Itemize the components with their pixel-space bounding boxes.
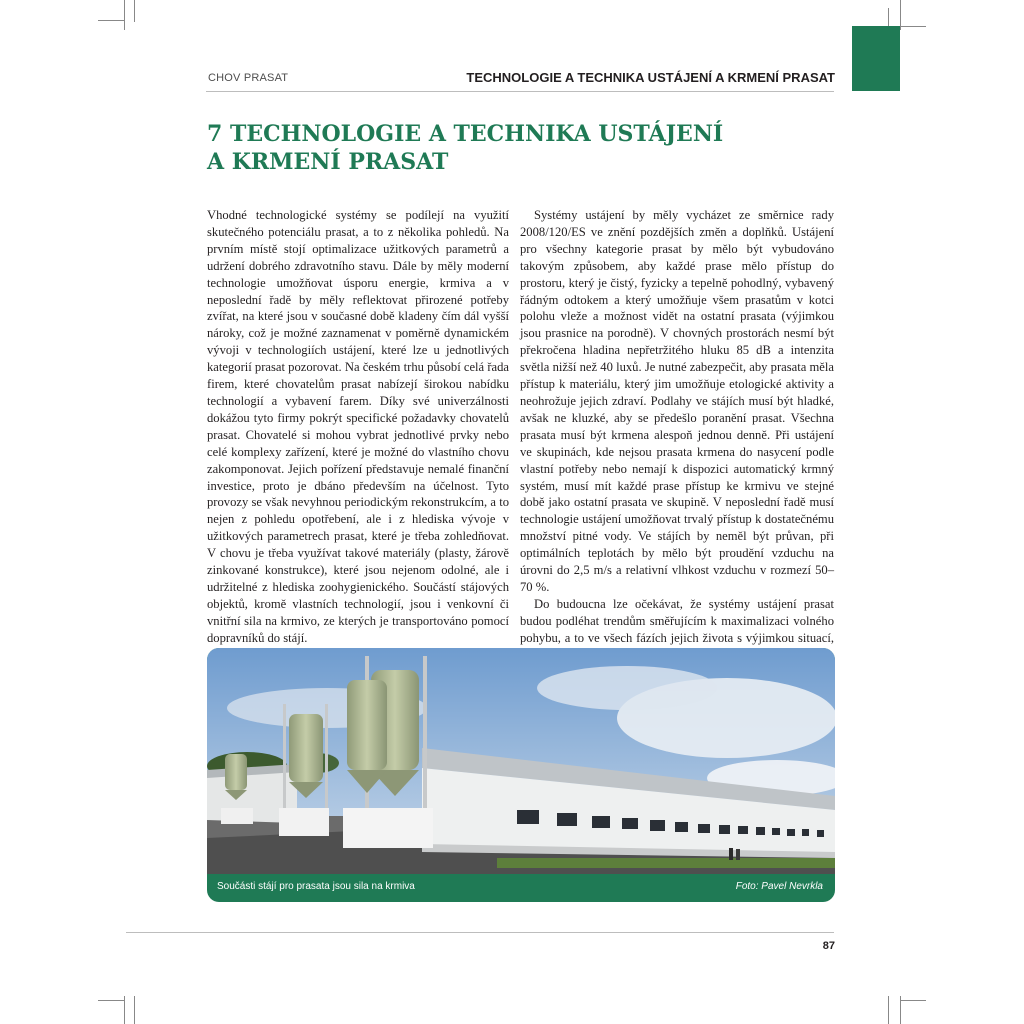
chapter-title-line2: A KRMENÍ PRASAT xyxy=(207,149,449,175)
page-number: 87 xyxy=(822,940,835,952)
photo-credit: Foto: Pavel Nevrkla xyxy=(735,881,823,892)
header-divider xyxy=(206,91,834,92)
crop-mark xyxy=(134,996,135,1024)
farm-silos-photo xyxy=(207,648,835,874)
running-header-chapter: TECHNOLOGIE A TECHNIKA USTÁJENÍ A KRMENÍ PRASAT xyxy=(466,70,835,85)
figure-caption-bar xyxy=(207,874,835,902)
chapter-title xyxy=(207,120,807,176)
crop-mark xyxy=(98,1000,124,1001)
body-paragraph: Vhodné technologické systémy se podílejí na využití skutečného potenciálu prasat, a to z několika pohledů. Na prvním místě stojí optimalizace užitkových parametrů a udržení dobrého zdravotního stavu. Dále by měly moderní technologie umožňovat úsporu energie, krmiva a v neposlední řadě by měly reflektovat přirozené potřeby zvířat, na které jsou v současné době kladeny čím dál vyšší nároky, což je možné zaznamenat v poměrně dynamickém vývoji v technologiích ustájení, které lze u jednotlivých kategorií prasat pozorovat. Na českém trhu působí celá řada firem, které chovatelům prasat nabízejí širokou nabídku technologií a vybavení farem. Díky své univerzálnosti dokážou tyto firmy pokrýt specifické požadavky chovatelů prasat. Chovatelé si mohou vybrat jednotlivé prvky nebo celé komplexy zařízení, které je možné do vlastního chovu zakomponovat. Jejich pořízení představuje nemalé finanční investice, proto je dbáno především na účelnost. Tyto provozy se však nevyhnou periodickým rekonstrukcím, a to nejen z pohledu opotřebení, ale i z hlediska vývoje v užitkových parametrech prasat, které je třeba zohledňovat. V chovu je třeba využívat takové materiály (plasty, žárově zinkované konstrukce), které jsou nejenom odolné, ale i udržitelné z hlediska zoohygienického. Součástí stájových objektů, kromě vlastních technologií, jsou i venkovní či vnitřní sila na krmivo, ze kterých je transportováno pomocí dopravníků do stájí. xyxy=(207,208,509,645)
crop-mark xyxy=(134,0,135,22)
body-paragraph: Systémy ustájení by měly vycházet ze směrnice rady 2008/120/ES ve znění pozdějších změn a doplňků. Ustájení pro všechny kategorie prasat by mělo být vybudováno takovým způsobem, aby každé prase mělo přístup do prostoru, který je čistý, fyzicky a tepelně pohodlný, vybavený řádným odtokem a který umožňuje všem prasatům v kotci polohu vleže a možnost vidět na ostatní prasata (výjimkou jsou prasnice na porodně). V chovných prostorách nesmí být překročena hladina nepřetržitého hluku 85 dB a intenzita světla nižší než 40 luxů. Je nutné zabezpečit, aby prasata měla přístup k materiálu, který jim umožňuje etologické aktivity a neohrožuje jejich zdraví. Podlahy ve stájích musí být hladké, avšak ne kluzké, aby se předešlo poranění prasat. Všechna prasata musí být krmena alespoň jednou denně. Při ustájení ve skupinách, kde nejsou prasata krmena do nasycení podle vlastní potřeby nebo nemají k dispozici automatický krmný systém, musí mít každé prase přístup ke krmivu ve stejné době jako ostatní prasata ve skupině. V neposlední řadě musí technologie ustájení umožňovat trvalý přístup k dostatečnému množství pitné vody. Ve stájích by neměl být průvan, při optimálních teplotách by mělo být proudění vzduchu na úrovni do 2,5 m/s a relativní vlhkost vzduchu v rozmezí 50–70 %. xyxy=(520,208,834,594)
crop-mark xyxy=(888,996,889,1024)
chapter-tab-marker xyxy=(852,26,900,91)
figure xyxy=(207,648,835,902)
footer-divider xyxy=(126,932,834,933)
crop-mark xyxy=(900,1000,926,1001)
crop-mark xyxy=(900,26,926,27)
body-paragraph: Do budoucna lze očekávat, že systémy ustájení prasat budou podléhat trendům směřujícím k maximalizaci volného pohybu, a to ve všech fázích jejich života s výjimkou situací, xyxy=(520,596,834,645)
chapter-title-line1: 7 TECHNOLOGIE A TECHNIKA USTÁJENÍ xyxy=(207,121,724,147)
crop-mark xyxy=(98,20,124,21)
figure-caption: Součásti stájí pro prasata jsou sila na krmiva xyxy=(217,881,415,892)
crop-mark xyxy=(124,0,125,30)
crop-mark xyxy=(124,996,125,1024)
body-column-right xyxy=(520,207,834,680)
running-header-book: CHOV PRASAT xyxy=(208,72,289,84)
body-column-left xyxy=(207,207,509,647)
